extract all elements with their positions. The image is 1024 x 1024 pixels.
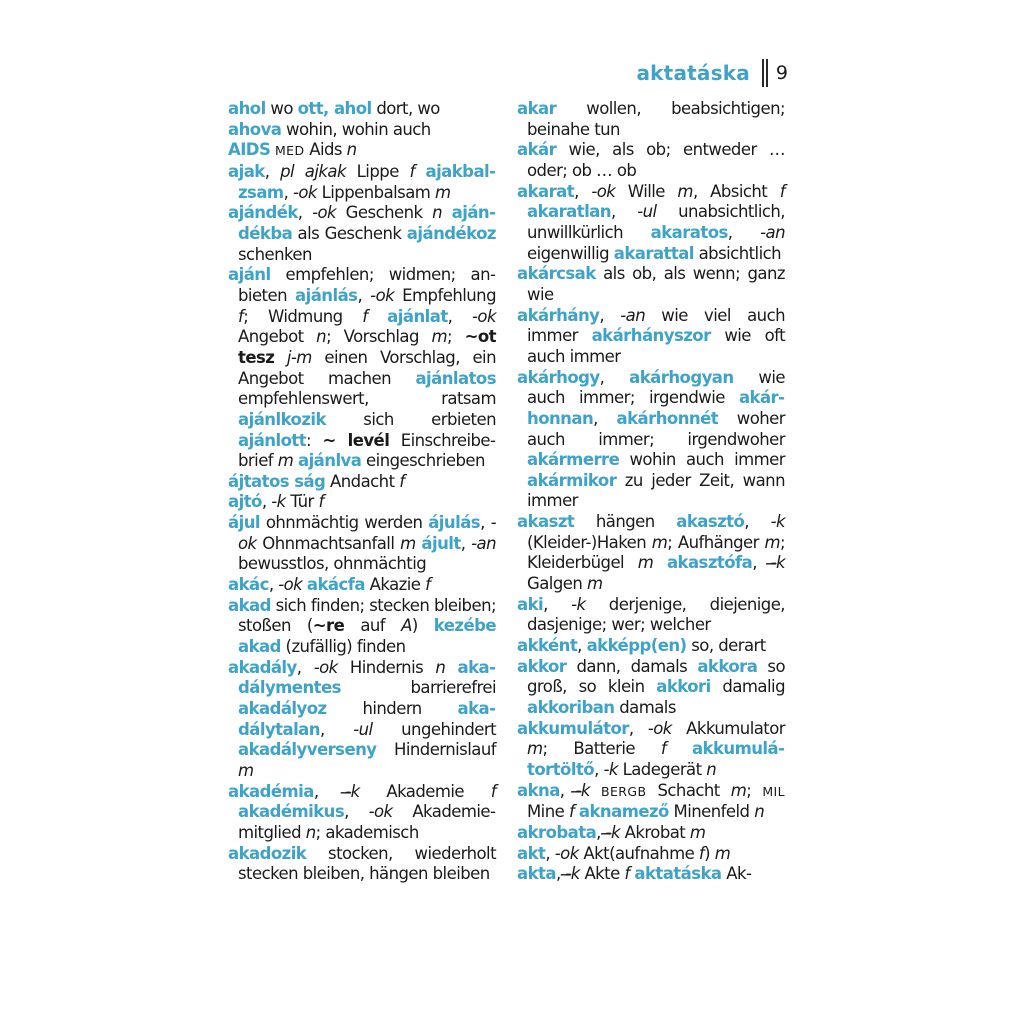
definition-text: ; Aufhänger [667, 532, 765, 552]
grammar-label: -k [571, 594, 586, 614]
headword: kezébe akad [238, 616, 496, 657]
headword: akaratos [650, 222, 728, 242]
headword: aknamező [578, 802, 669, 822]
grammar-label: f [318, 492, 324, 512]
definition-text: Schacht [646, 780, 731, 800]
headword: akármerre [527, 450, 620, 470]
definition-text: (Kleider-)Haken [527, 532, 652, 552]
grammar-label: f [568, 802, 575, 822]
definition-text: wo [265, 99, 298, 118]
headword: ájulás [428, 513, 481, 533]
definition-text: , [261, 492, 272, 512]
phrase: ~re [312, 616, 345, 636]
definition-text [590, 781, 601, 800]
headword: akadályverseny [238, 740, 377, 760]
grammar-label: m [586, 574, 603, 594]
dictionary-entry [228, 658, 496, 782]
grammar-label: m [764, 532, 780, 552]
headword: akadályoz [238, 699, 327, 719]
field-label: BERGB [601, 783, 647, 799]
definition-text: , [313, 781, 346, 801]
dictionary-entry [228, 492, 496, 513]
definition-text: , [744, 512, 771, 532]
headword: ajándékoz [406, 223, 496, 243]
definition-text: damals [614, 698, 676, 718]
headword: akadálymentes [238, 657, 496, 698]
headword: akasztó [676, 512, 745, 532]
grammar-label: f [624, 864, 630, 884]
headword: akárhogyan [629, 367, 734, 387]
grammar-label: -ok [292, 182, 317, 202]
headword: akárhogy [517, 367, 600, 387]
definition-text: einen Vorschlag, ein Angebot machen [238, 347, 496, 388]
headword: akárcsak [517, 264, 596, 284]
definition-text: , [596, 822, 606, 842]
definition-text: ; Kleiderbügel [527, 532, 785, 573]
phrase: ~ levél [322, 430, 390, 450]
definition-text: empfehlenswert, ratsam [238, 389, 496, 409]
headword: akác [228, 575, 269, 595]
definition-text: wie oft auch immer [527, 326, 785, 366]
definition-text: , Absicht [692, 181, 780, 201]
headword: ajánlott [238, 430, 307, 450]
headword: akna [517, 780, 560, 800]
definition-text: Akte [579, 864, 625, 884]
grammar-label: -k [271, 492, 286, 512]
grammar-label: m [714, 843, 731, 863]
grammar-label: m [527, 739, 543, 759]
definition-text: Lippe [345, 161, 410, 181]
grammar-label: -k [603, 760, 618, 779]
dictionary-entry [517, 719, 785, 781]
definition-text: wohin, wohin auch [281, 119, 431, 139]
definition-text: hindern [326, 699, 458, 719]
headword: ahol [228, 99, 266, 118]
definition-text: wie viel auch immer [527, 305, 786, 346]
dictionary-entry [517, 864, 785, 885]
grammar-label: m [677, 181, 693, 201]
definition-text: , [577, 636, 587, 656]
grammar-label: f [362, 306, 368, 326]
grammar-label: n [754, 802, 765, 822]
dictionary-entry [228, 575, 496, 596]
dictionary-entry [228, 596, 496, 658]
definition-text: so, derart [686, 636, 766, 656]
definition-text: , [319, 719, 354, 739]
headword: akárhonnét [616, 408, 719, 428]
definition-text: , [628, 718, 648, 738]
definition-text: eingeschrieben [361, 451, 485, 471]
dictionary-entry [228, 162, 496, 203]
definition-text [415, 162, 426, 181]
grammar-label: n [346, 140, 357, 160]
headword: akarattal [613, 243, 694, 263]
definition-text: , [297, 203, 313, 223]
definition-text: als Geschenk [292, 223, 407, 243]
definition-text: schenken [238, 244, 312, 264]
grammar-label: n [435, 657, 446, 677]
dictionary-entry [228, 140, 496, 162]
dictionary-entry [228, 203, 496, 265]
headword: akár [517, 140, 557, 160]
grammar-label: -ok [472, 306, 496, 326]
definition-text: hängen [574, 512, 677, 532]
definition-text: Andacht [325, 471, 400, 491]
headword: akácfa [306, 575, 365, 595]
grammar-label: n [305, 822, 316, 842]
definition-text [368, 307, 388, 326]
grammar-label: -an [620, 305, 646, 325]
headword: akaratlan [527, 202, 611, 222]
definition-text: wie auch immer; irgendwie [527, 367, 786, 408]
definition-text [274, 348, 287, 367]
definition-text: Minenfeld [668, 802, 755, 822]
headword: ajándék [228, 203, 298, 223]
headword: akképp(en) [586, 636, 687, 656]
definition-text [442, 203, 452, 222]
header-divider [762, 59, 768, 87]
field-label: MIL [762, 783, 785, 799]
headword: ájul [228, 513, 260, 533]
dictionary-entry [517, 595, 785, 636]
headword: ajánlás [295, 285, 358, 305]
grammar-label: -ul [637, 202, 657, 222]
dictionary-entry [228, 265, 496, 472]
headword: akkoriban [527, 698, 615, 718]
definition-text: , [593, 408, 617, 428]
grammar-label: j-m [286, 347, 312, 367]
grammar-label: f [409, 161, 415, 181]
grammar-label: -ok [591, 181, 616, 201]
definition-text: Mine [527, 802, 569, 822]
grammar-label: f [425, 575, 431, 595]
definition-text: , [599, 367, 630, 387]
headword: ott, ahol [297, 99, 372, 118]
definition-text: , [574, 181, 592, 201]
grammar-label: m [689, 822, 706, 842]
definition-text: als ob, als wenn; ganz wie [527, 264, 785, 304]
headword: ajánlatos [415, 368, 496, 388]
definition-text: ; [746, 780, 763, 800]
definition-text: ; Vorschlag [326, 327, 432, 347]
dictionary-entry [517, 140, 785, 181]
headword: ajak [228, 161, 265, 181]
definition-text: Ladegerät [617, 760, 707, 779]
definition-text: unabsichtlich, unwillkürlich [527, 202, 785, 242]
definition-text: Wille [615, 181, 678, 201]
headword: ajándékba [238, 203, 496, 243]
definition-text: Aids [304, 140, 347, 160]
headword: akárhonnan [527, 388, 785, 428]
dictionary-entry [517, 368, 785, 513]
definition-text: barrierefrei [340, 678, 496, 698]
grammar-label: -̶k [605, 822, 620, 842]
definition-text [445, 658, 457, 677]
headword: akaszt [517, 512, 575, 532]
definition-text: Akrobat [619, 822, 690, 842]
definition-text: , [545, 843, 555, 863]
definition-text: wollen, beabsichtigen; beinahe tun [527, 99, 785, 139]
headword: akrobata [517, 822, 597, 842]
running-headword: aktatáska [636, 61, 750, 85]
definition-text: ungehindert [372, 719, 496, 739]
definition-text: Ohnmachtsanfall [256, 533, 401, 553]
field-label: MED [275, 143, 305, 159]
definition-text: ) [411, 616, 434, 636]
headword: akárhányszor [591, 326, 711, 346]
definition-text: Akt(aufnahme [578, 843, 699, 863]
definition-text: , [543, 594, 572, 614]
definition-text: Galgen [527, 574, 587, 594]
dictionary-entry [228, 513, 496, 575]
page-number: 9 [775, 62, 788, 84]
definition-text: dort, wo [371, 99, 440, 118]
grammar-label: -̶k [345, 781, 360, 801]
definition-text: ; [446, 327, 465, 347]
headword: akta [517, 864, 556, 884]
left-column [228, 99, 496, 885]
headword: akkumulátortöltő [527, 739, 785, 779]
grammar-label: pl ajkak [280, 161, 346, 181]
grammar-label: m [651, 532, 668, 552]
grammar-label: -̶k [565, 864, 580, 884]
dictionary-entry [517, 636, 785, 657]
headword: akadozik [228, 843, 307, 863]
grammar-label: -ok [313, 657, 338, 677]
definition-text: Akazie [364, 575, 426, 595]
grammar-label: -ok [238, 513, 497, 553]
grammar-label: f [698, 843, 705, 863]
definition-text: ) [704, 843, 715, 863]
headword: akárhány [517, 305, 600, 325]
grammar-label: f [779, 181, 785, 201]
dictionary-entry [517, 823, 785, 844]
definition-text: Akademiemitglied [238, 802, 496, 842]
dictionary-entry [228, 782, 496, 844]
definition-text: Hindernislauf [376, 740, 496, 760]
definition-text: sich erbieten [325, 409, 496, 429]
definition-text: Akademie [359, 781, 491, 801]
headword: ajtó [228, 492, 262, 512]
definition-text: , [752, 553, 771, 573]
definition-text: (zufällig) finden [280, 637, 406, 657]
headword: akadémia [228, 781, 314, 801]
dictionary-entry [517, 306, 785, 368]
grammar-label: -ok [647, 718, 672, 738]
page-header [560, 56, 788, 90]
headword: aki [517, 594, 544, 614]
grammar-label: -ok [370, 285, 395, 305]
headword: ájult [421, 533, 461, 553]
definition-text: , [555, 864, 566, 884]
grammar-label: m [400, 533, 416, 553]
headword: ajakbalzsam [238, 161, 496, 202]
definition-text: Einschreibebrief [238, 430, 496, 471]
dictionary-entry [228, 472, 496, 493]
definition-text: , [447, 306, 473, 326]
definition-text: Geschenk [336, 203, 433, 223]
dictionary-entry [517, 182, 785, 265]
definition-text [653, 553, 667, 572]
definition-text: , [283, 182, 293, 202]
dictionary-entry [228, 844, 496, 885]
headword: akadémikus [238, 802, 345, 822]
dictionary-entry [517, 264, 785, 305]
definition-text: , [344, 802, 369, 822]
dictionary-entry [517, 99, 785, 140]
definition-text: Ak- [721, 864, 752, 884]
grammar-label: m [730, 780, 747, 800]
definition-text: , [559, 780, 576, 800]
definition-text: ohnmächtig werden [260, 513, 429, 533]
grammar-label: -ok [312, 203, 337, 223]
grammar-label: n [432, 203, 443, 223]
grammar-label: -ok [554, 843, 579, 863]
definition-text: so groß, so klein [527, 656, 785, 697]
definition-text: , [268, 575, 279, 595]
definition-text: damalig [710, 677, 785, 697]
headword: AIDS [228, 140, 271, 160]
dictionary-entry [517, 657, 785, 719]
definition-text: , [480, 513, 491, 533]
grammar-label: -ok [368, 802, 393, 822]
definition-text: Lippenbalsam [316, 182, 435, 202]
definition-text: derjenige, diejenige, dasjenige; wer; welcher [527, 594, 786, 635]
grammar-label: -̶k [575, 780, 590, 800]
headword: akad [228, 595, 271, 615]
dictionary-entry [517, 781, 785, 823]
headword: akadály [228, 657, 297, 677]
definition-text: , [727, 222, 761, 242]
definition-text [666, 739, 692, 758]
grammar-label: A [401, 616, 412, 636]
definition-text: ; Widmung [243, 306, 363, 326]
definition-text: dann, damals [566, 656, 698, 676]
headword: akasztófa [666, 553, 753, 573]
headword: akármikor [527, 470, 617, 490]
headword: ájtatos ság [228, 471, 326, 491]
grammar-label: m [238, 761, 254, 780]
definition-text: Tür [285, 492, 319, 512]
headword: ajánlat [387, 306, 448, 326]
dictionary-entry [228, 99, 496, 120]
grammar-label: f [238, 306, 244, 326]
definition-text: zu jeder Zeit, wann immer [527, 470, 785, 511]
grammar-label: m [637, 553, 654, 573]
dictionary-entry [517, 512, 785, 595]
headword: ajánlva [297, 451, 362, 471]
grammar-label: f [490, 781, 496, 801]
headword: akkor [517, 656, 567, 676]
grammar-label: f [660, 739, 667, 759]
definition-text: ; Batterie [542, 739, 661, 759]
headword: akadálytalan [238, 699, 496, 739]
headword: akkumulátor [517, 718, 629, 738]
grammar-label: n [316, 327, 327, 347]
definition-text: empfehlen; widmen; anbieten [238, 265, 496, 305]
definition-text: Hindernis [337, 657, 436, 677]
grammar-label: -an [760, 222, 785, 242]
definition-text: , [460, 533, 472, 553]
grammar-label: -̶k [770, 553, 785, 573]
definition-text: wie, als ob; entweder … oder; ob … ob [527, 140, 785, 180]
headword: akkori [656, 677, 711, 697]
grammar-label: -ok [278, 575, 303, 595]
definition-text: absichtlich [693, 243, 782, 263]
definition-text: , [599, 305, 621, 325]
grammar-label: -an [471, 533, 497, 553]
headword: ahova [228, 119, 282, 139]
definition-text: wohin auch immer [619, 450, 785, 470]
definition-text: : [306, 430, 323, 450]
definition-text: , [611, 202, 638, 222]
headword: akként [517, 636, 578, 656]
headword: ajánl [228, 265, 271, 285]
definition-text: bewusstlos, ohnmächtig [238, 554, 427, 574]
headword: ajánlkozik [238, 409, 326, 429]
headword: akarat [517, 181, 575, 201]
definition-text: auf [344, 616, 402, 636]
right-column [517, 99, 785, 885]
grammar-label: -k [770, 512, 785, 532]
grammar-label: m [431, 327, 447, 347]
headword: aktatáska [634, 864, 722, 884]
headword: akkora [697, 656, 758, 676]
dictionary-entry [228, 120, 496, 141]
definition-text: , [357, 285, 371, 305]
definition-text: Akkumulator [671, 718, 785, 738]
phrase: ~ot tesz [238, 327, 496, 367]
definition-text: Angebot [238, 327, 317, 347]
definition-text: sich finden; stecken bleiben; stoßen ( [238, 595, 496, 636]
dictionary-entry [517, 844, 785, 865]
grammar-label: n [706, 760, 717, 779]
definition-text: , [594, 760, 604, 779]
grammar-label: m [277, 451, 294, 471]
grammar-label: m [435, 182, 451, 202]
definition-text: , [296, 657, 314, 677]
definition-text: ; akademisch [315, 822, 419, 842]
definition-text: stocken, wiederholt stecken bleiben, hängen bleiben [238, 843, 496, 884]
definition-text: eigenwillig [527, 243, 614, 263]
definition-text: woher auch immer; irgendwoher [527, 408, 785, 449]
grammar-label: -ul [353, 719, 373, 739]
headword: akar [517, 99, 557, 118]
grammar-label: f [399, 471, 405, 491]
headword: akt [517, 843, 546, 863]
definition-text: Empfehlung [394, 285, 497, 305]
definition-text: , [264, 161, 281, 181]
